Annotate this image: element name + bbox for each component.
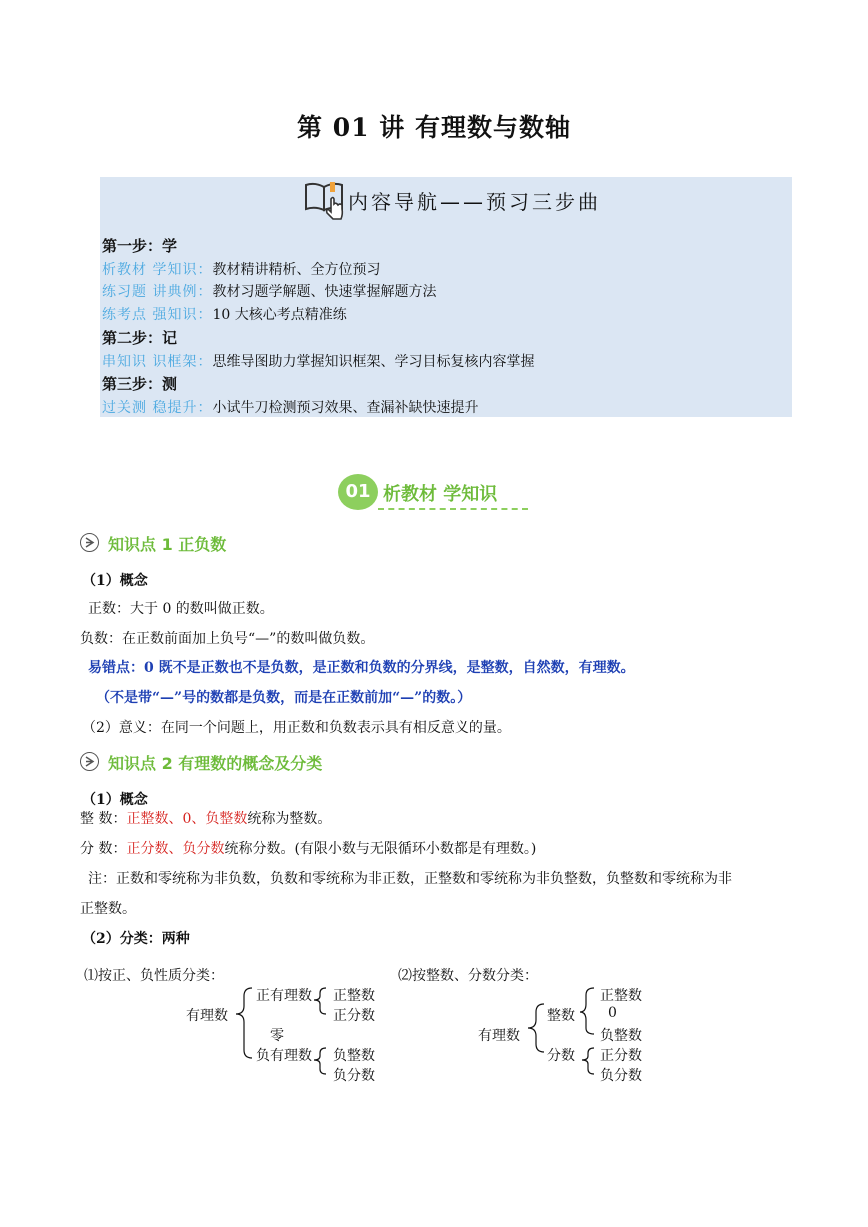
integer-members: 正整数、0、负整数: [126, 811, 248, 827]
tree2-zero: 0: [608, 1005, 617, 1021]
integer-prefix: 整 数：: [80, 811, 127, 827]
kp1-meaning: （2）意义：在同一个问题上，用正数和负数表示具有相反意义的量。: [82, 720, 511, 736]
nav-step-label: 第三步：测: [102, 375, 178, 394]
nav-title: 内容导航——预习三步曲: [348, 190, 601, 214]
tree1-root: 有理数: [186, 1008, 228, 1024]
nav-item-label: 练考点 强知识：: [102, 307, 213, 324]
fraction-prefix: 分 数：: [80, 841, 127, 857]
tree2-fraction: 分数: [547, 1048, 575, 1064]
section-number-badge: 01: [338, 474, 378, 510]
kp1-positive-definition: 正数：大于 0 的数叫做正数。: [88, 601, 274, 617]
kp1-error-note: （不是带“—”号的数都是负数，而是在正数前加“—”的数。）: [96, 690, 472, 706]
tree1-negative-integer: 负整数: [333, 1048, 375, 1064]
tree1-zero: 零: [270, 1028, 284, 1044]
kp1-negative-definition: 负数：在正数前面加上负号“—”的数叫做负数。: [80, 631, 375, 647]
fraction-suffix: 统称分数。(有限小数与无限循环小数都是有理数。): [224, 841, 537, 857]
knowledge-point-1-title: 知识点 1 正负数: [108, 535, 227, 554]
nav-item-label: 串知识 识框架：: [102, 353, 213, 370]
nav-item-text: 思维导图助力掌握知识框架、学习目标复核内容掌握: [212, 353, 535, 370]
kp1-error-point: 易错点：0 既不是正数也不是负数，是正数和负数的分界线，是整数，自然数，有理数。: [88, 660, 635, 676]
nav-item-label: 练习题 讲典例：: [102, 284, 213, 301]
kp2-classification-heading: （2）分类：两种: [82, 931, 190, 947]
tree2-negative-integer: 负整数: [600, 1028, 642, 1044]
nav-item-text: 10 大核心考点精准练: [212, 307, 347, 324]
tree1-positive-fraction: 正分数: [333, 1008, 375, 1024]
nav-item-label: 析教材 学知识：: [102, 261, 213, 278]
tree2-integer: 整数: [547, 1008, 575, 1024]
kp2-concept-heading: （1）概念: [82, 792, 148, 808]
tree1-positive-rational: 正有理数: [256, 988, 312, 1004]
nav-step-label: 第二步：记: [102, 328, 178, 347]
page-title: 第 01 讲 有理数与数轴: [297, 113, 571, 142]
tree1-negative-rational: 负有理数: [256, 1048, 312, 1064]
tree1-negative-fraction: 负分数: [333, 1068, 375, 1084]
section-title: 析教材 学知识: [383, 484, 498, 505]
nav-item-label: 过关测 稳提升：: [102, 399, 213, 416]
tree1-positive-integer: 正整数: [333, 988, 375, 1004]
kp1-concept-heading: （1）概念: [82, 573, 148, 589]
tree2-positive-fraction: 正分数: [600, 1048, 642, 1064]
tree2-root: 有理数: [478, 1028, 520, 1044]
nav-item-text: 教材习题学解题、快速掌握解题方法: [212, 284, 437, 301]
tree2-heading: ⑵按整数、分数分类：: [398, 968, 538, 984]
knowledge-point-2-title: 知识点 2 有理数的概念及分类: [108, 754, 323, 773]
nav-item-text: 小试牛刀检测预习效果、查漏补缺快速提升: [212, 399, 479, 416]
tree2-positive-integer: 正整数: [600, 988, 642, 1004]
integer-suffix: 统称为整数。: [247, 811, 332, 827]
kp2-note-line-1: 注：正数和零统称为非负数，负数和零统称为非正数，正整数和零统称为非负整数，负整数和零统称为非: [88, 871, 732, 887]
nav-item-text: 教材精讲精析、全方位预习: [212, 261, 381, 278]
tree2-negative-fraction: 负分数: [600, 1068, 642, 1084]
tree1-heading: ⑴按正、负性质分类：: [84, 968, 224, 984]
fraction-members: 正分数、负分数: [126, 841, 225, 857]
nav-step-label: 第一步：学: [102, 237, 178, 255]
kp2-note-line-2: 正整数。: [80, 901, 136, 917]
